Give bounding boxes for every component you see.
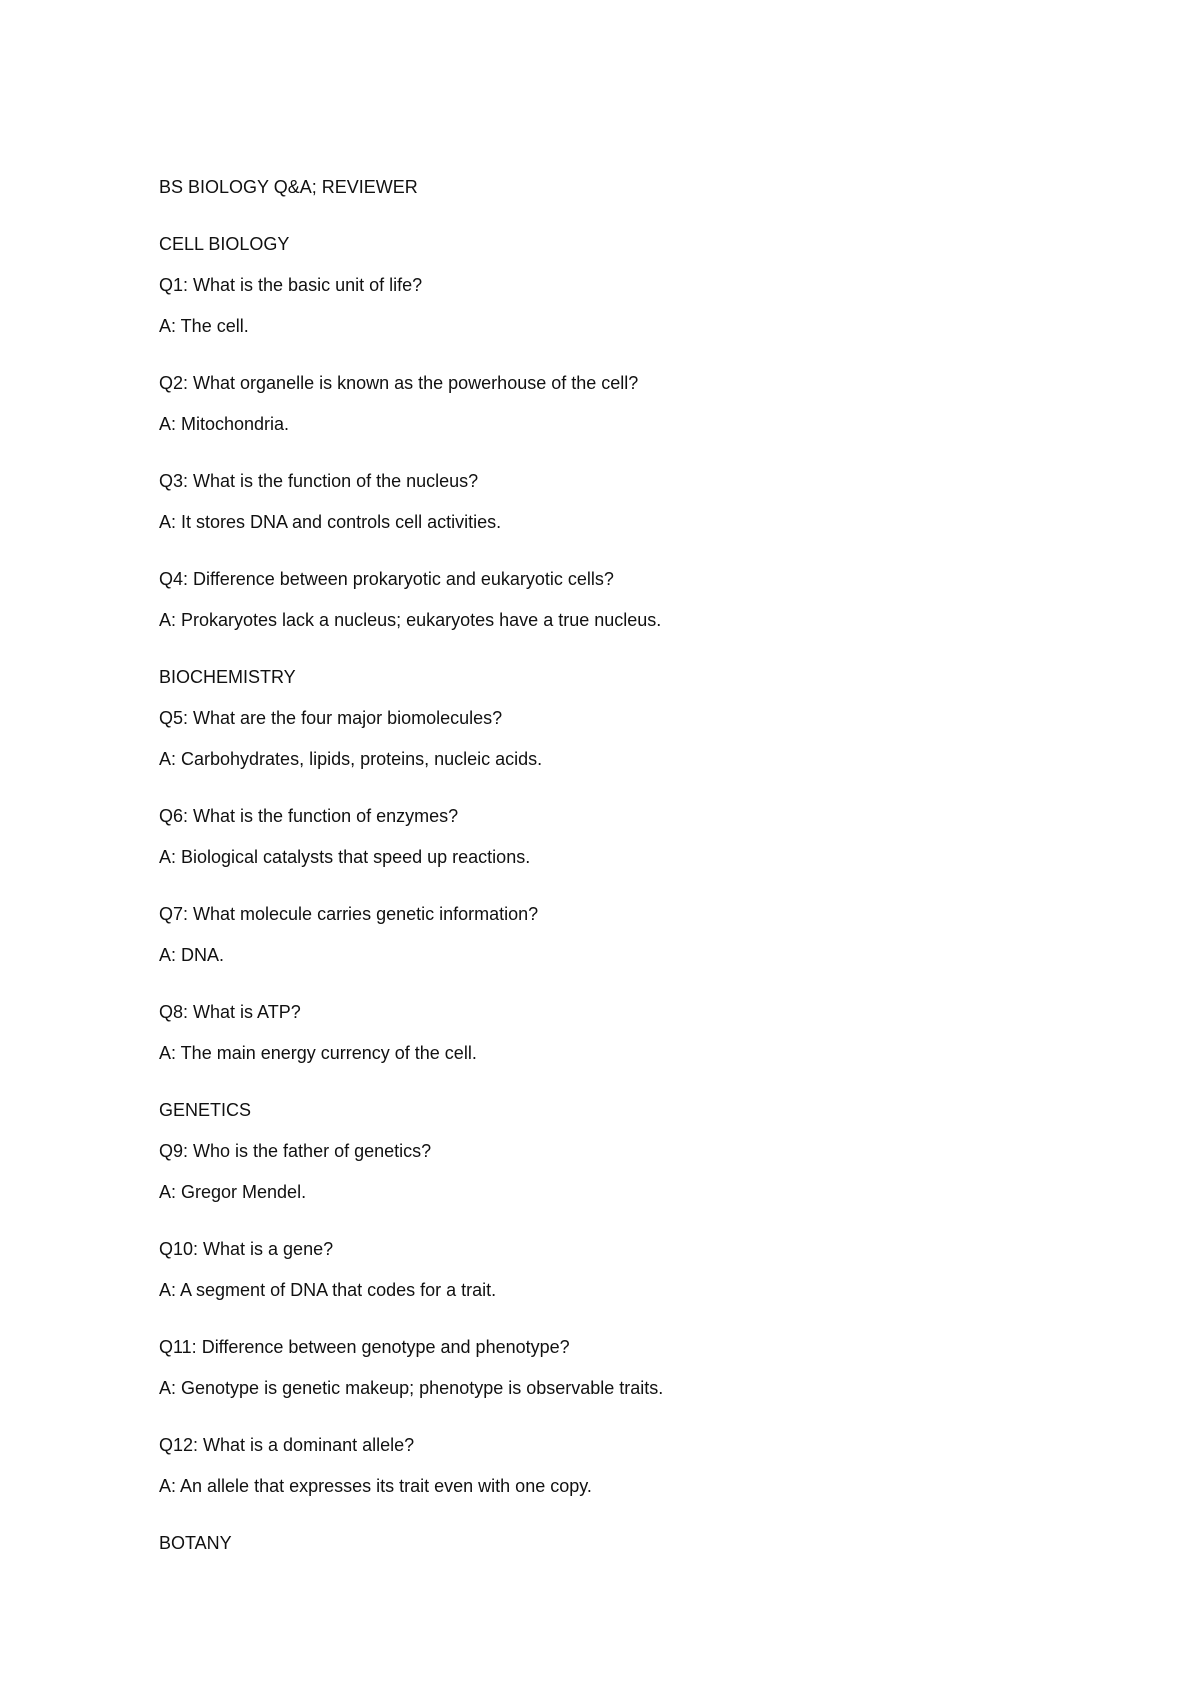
question: Q7: What molecule carries genetic information? xyxy=(159,904,539,924)
qa-item xyxy=(159,1238,1059,1301)
question: Q10: What is a gene? xyxy=(159,1239,334,1259)
qa-item xyxy=(159,274,1059,337)
qa-item xyxy=(159,568,1059,631)
answer: A: An allele that expresses its trait even with one copy. xyxy=(159,1476,592,1496)
answer: A: Biological catalysts that speed up reactions. xyxy=(159,847,531,867)
answer: A: Carbohydrates, lipids, proteins, nucleic acids. xyxy=(159,749,543,769)
section-biochemistry xyxy=(159,666,1059,1064)
section-cell-biology xyxy=(159,233,1059,631)
answer: A: DNA. xyxy=(159,945,225,965)
answer: A: The main energy currency of the cell. xyxy=(159,1043,477,1063)
section-botany xyxy=(159,1532,1059,1554)
answer: A: Mitochondria. xyxy=(159,414,290,434)
answer: A: It stores DNA and controls cell activities. xyxy=(159,512,502,532)
section-genetics xyxy=(159,1099,1059,1497)
question: Q8: What is ATP? xyxy=(159,1002,301,1022)
question: Q5: What are the four major biomolecules? xyxy=(159,708,503,728)
question: Q9: Who is the father of genetics? xyxy=(159,1141,432,1161)
document-title: BS BIOLOGY Q&A; REVIEWER xyxy=(159,177,418,197)
qa-item xyxy=(159,903,1059,966)
section-heading: BIOCHEMISTRY xyxy=(159,667,296,687)
section-heading: BOTANY xyxy=(159,1533,232,1553)
qa-item xyxy=(159,1434,1059,1497)
answer: A: A segment of DNA that codes for a trait. xyxy=(159,1280,497,1300)
question: Q4: Difference between prokaryotic and eukaryotic cells? xyxy=(159,569,614,589)
section-heading: GENETICS xyxy=(159,1100,252,1120)
section-heading: CELL BIOLOGY xyxy=(159,234,290,254)
question: Q1: What is the basic unit of life? xyxy=(159,275,423,295)
answer: A: The cell. xyxy=(159,316,249,336)
qa-item xyxy=(159,805,1059,868)
answer: A: Gregor Mendel. xyxy=(159,1182,307,1202)
question: Q6: What is the function of enzymes? xyxy=(159,806,459,826)
question: Q11: Difference between genotype and phenotype? xyxy=(159,1337,570,1357)
answer: A: Prokaryotes lack a nucleus; eukaryotes have a true nucleus. xyxy=(159,610,662,630)
qa-item xyxy=(159,707,1059,770)
qa-item xyxy=(159,1140,1059,1203)
qa-item xyxy=(159,470,1059,533)
qa-item xyxy=(159,1336,1059,1399)
qa-item xyxy=(159,372,1059,435)
answer: A: Genotype is genetic makeup; phenotype is observable traits. xyxy=(159,1378,664,1398)
question: Q2: What organelle is known as the powerhouse of the cell? xyxy=(159,373,639,393)
document-page xyxy=(159,176,1059,1573)
question: Q12: What is a dominant allele? xyxy=(159,1435,415,1455)
question: Q3: What is the function of the nucleus? xyxy=(159,471,479,491)
qa-item xyxy=(159,1001,1059,1064)
